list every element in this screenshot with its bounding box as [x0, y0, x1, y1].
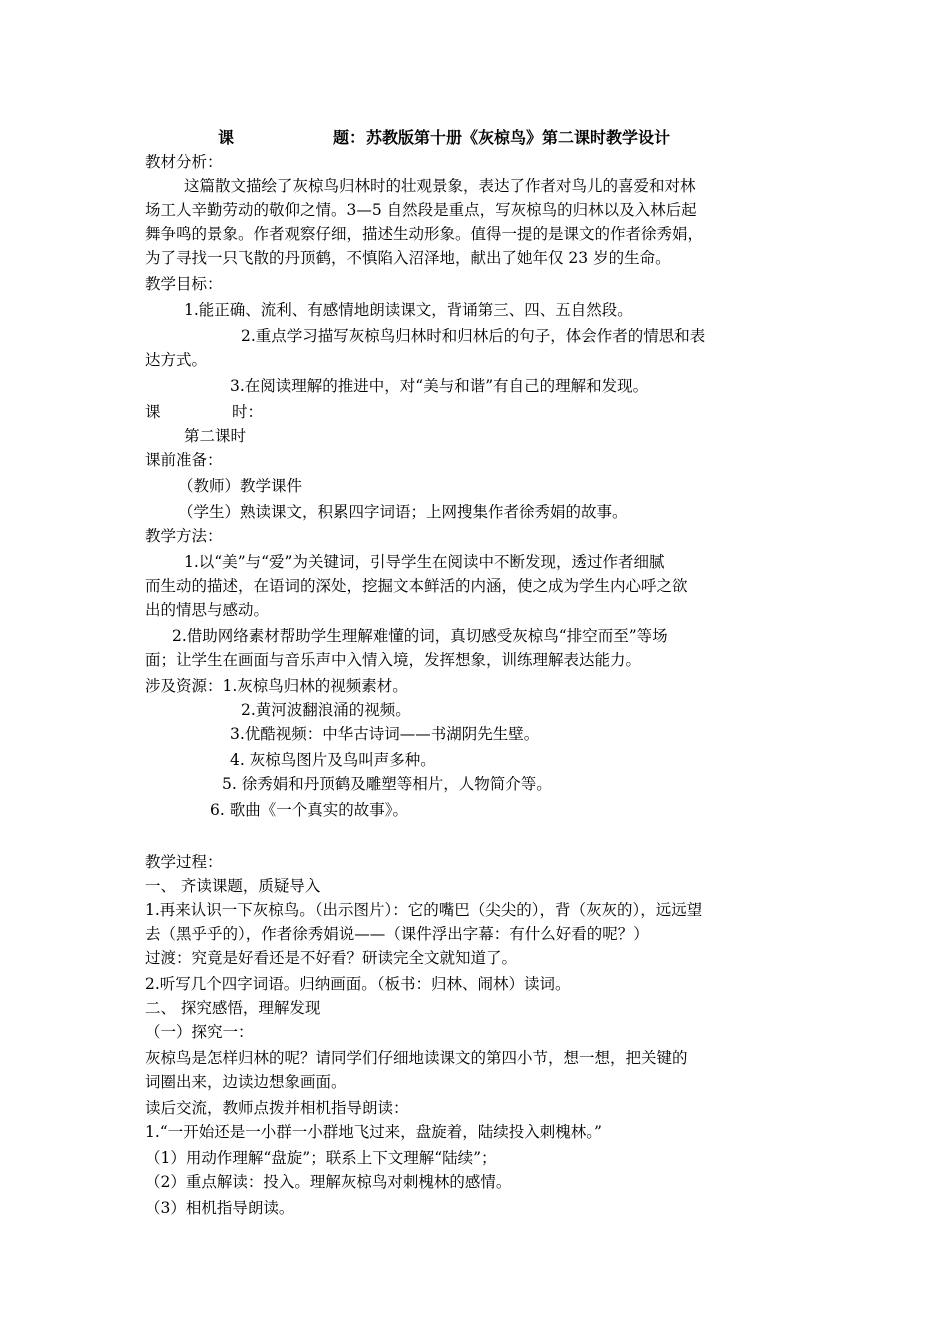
- heading-class-hours: [145, 400, 815, 424]
- method-item: 2.借助网络素材帮助学生理解难懂的词，真切感受灰椋鸟“排空而至”等场: [172, 627, 668, 645]
- method-item-continued: 而生动的描述，在语词的深处，挖掘文本鲜活的内涵，使之成为学生内心呼之欲: [145, 577, 688, 595]
- goal-item: 1.能正确、流利、有感情地朗读课文，背诵第三、四、五自然段。: [184, 301, 633, 319]
- goal-item-continued: 达方式。: [145, 351, 208, 369]
- process-line: （1）用动作理解“盘旋”；联系上下文理解“陆续”；: [145, 1149, 497, 1167]
- resources-line: 涉及资源：1.灰椋鸟归林的视频素材。: [145, 677, 408, 695]
- resource-item: 3.优酷视频：中华古诗词——书湖阴先生壁。: [230, 725, 540, 743]
- process-line: 过渡：究竟是好看还是不好看？研读完全文就知道了。: [145, 949, 518, 967]
- process-line: 1.“一开始还是一小群一小群地飞过来，盘旋着，陆续投入刺槐林。”: [145, 1123, 602, 1141]
- heading-teaching-goals: 教学目标：: [145, 275, 223, 293]
- process-line: 1.再来认识一下灰椋鸟。（出示图片）：它的嘴巴（尖尖的），背（灰灰的），远远望: [145, 901, 703, 919]
- paragraph-line: 场工人辛勤劳动的敬仰之情。3—5 自然段是重点，写灰椋鸟的归林以及入林后起: [145, 201, 697, 219]
- preparation-item: （学生）熟读课文，积累四字词语；上网搜集作者徐秀娟的故事。: [178, 503, 628, 521]
- method-item-continued: 面；让学生在画面与音乐声中入情入境，发挥想象，训练理解表达能力。: [145, 651, 642, 669]
- process-line: （2）重点解读：投入。理解灰椋鸟对刺槐林的感情。: [145, 1173, 512, 1191]
- paragraph-line: 舞争鸣的景象。作者观察仔细，描述生动形象。值得一提的是课文的作者徐秀娟，: [145, 225, 704, 243]
- goal-item: 3.在阅读理解的推进中，对“美与和谐”有自己的理解和发现。: [230, 377, 649, 395]
- process-line: 灰椋鸟是怎样归林的呢？请同学们仔细地读课文的第四小节，想一想，把关键的: [145, 1049, 688, 1067]
- paragraph-line: 为了寻找一只飞散的丹顶鹤，不慎陷入沼泽地，献出了她年仅 23 岁的生命。: [145, 249, 671, 267]
- heading-preparation: 课前准备：: [145, 451, 223, 469]
- section-heading: 一、 齐读课题，质疑导入: [145, 877, 321, 895]
- class-hours-label: 课: [145, 403, 161, 421]
- process-line: 去（黑乎乎的），作者徐秀娟说——（课件浮出字幕：有什么好看的呢？）: [145, 925, 649, 943]
- resource-item: 4. 灰椋鸟图片及鸟叫声多种。: [230, 751, 436, 769]
- process-line: 2.听写几个四字词语。归纳画面。（板书：归林、闹林）读词。: [145, 975, 571, 993]
- title-colon: 题：: [333, 128, 366, 147]
- resource-item: 2.黄河波翻浪涌的视频。: [241, 701, 411, 719]
- class-hours-colon: 时：: [232, 403, 264, 421]
- title-text: 苏教版第十册《灰椋鸟》第二课时教学设计: [366, 128, 671, 147]
- title-label: 课: [218, 128, 235, 147]
- heading-teaching-process: 教学过程：: [145, 853, 223, 871]
- heading-teaching-methods: 教学方法：: [145, 527, 223, 545]
- class-hours-value: 第二课时: [184, 427, 247, 445]
- paragraph-line: 这篇散文描绘了灰椋鸟归林时的壮观景象，表达了作者对鸟儿的喜爱和对林: [184, 177, 696, 195]
- subsection-heading: （一）探究一：: [145, 1023, 254, 1041]
- method-item-continued: 出的情思与感动。: [145, 601, 270, 619]
- preparation-item: （教师）教学课件: [178, 477, 303, 495]
- process-line: （3）相机指导朗读。: [145, 1199, 295, 1217]
- section-heading: 二、 探究感悟，理解发现: [145, 999, 321, 1017]
- goal-item: 2.重点学习描写灰椋鸟归林时和归林后的句子，体会作者的情思和表: [241, 327, 706, 345]
- resource-item: 6. 歌曲《一个真实的故事》。: [210, 801, 408, 819]
- process-line: 词圈出来，边读边想象画面。: [145, 1073, 347, 1091]
- process-line: 读后交流，教师点拨并相机指导朗读：: [145, 1099, 409, 1117]
- heading-textbook-analysis: 教材分析：: [145, 153, 223, 171]
- resource-item: 5. 徐秀娟和丹顶鹤及雕塑等相片，人物简介等。: [222, 775, 552, 793]
- method-item: 1.以“美”与“爱”为关键词，引导学生在阅读中不断发现，透过作者细腻: [184, 553, 665, 571]
